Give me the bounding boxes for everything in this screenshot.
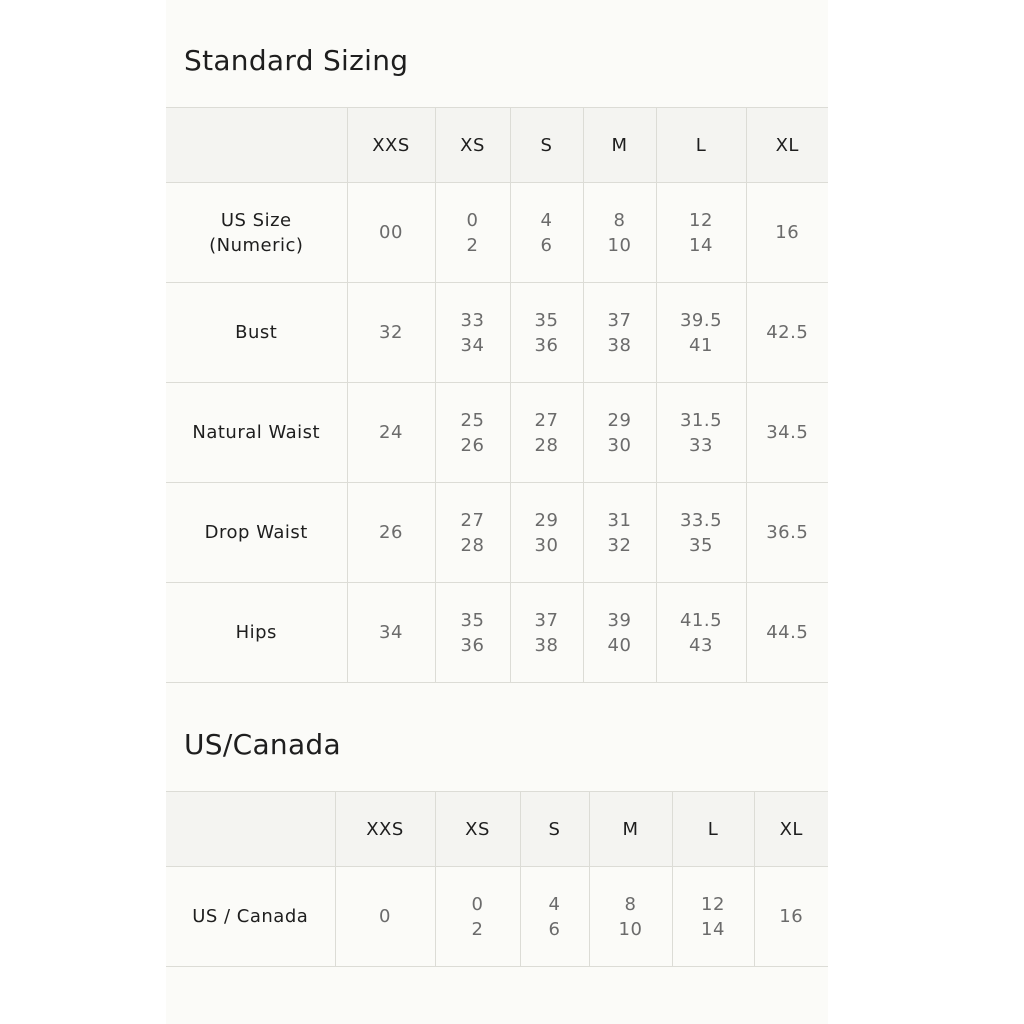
- row-label-cell: [166, 583, 347, 683]
- row-label: Hips: [235, 622, 277, 643]
- table-row: [166, 867, 828, 967]
- cell-value-line: 4: [540, 209, 553, 231]
- row-label-cell: [166, 383, 347, 483]
- column-header-xxs: XXS: [335, 792, 435, 867]
- cell-value-line: 2: [466, 234, 479, 256]
- cell-value-line: 8: [624, 893, 637, 915]
- cell-value-line: 16: [779, 906, 804, 927]
- table-row: [166, 583, 828, 683]
- row-label-cell: [166, 183, 347, 283]
- table-cell: [435, 383, 510, 483]
- cell-value-line: 41: [689, 334, 713, 356]
- cell-value: [511, 608, 583, 658]
- table-cell: [754, 867, 828, 967]
- cell-value-line: 25: [460, 409, 485, 431]
- table-cell: [583, 183, 656, 283]
- cell-value: [511, 408, 583, 458]
- cell-value: [348, 620, 435, 645]
- column-header-l: L: [656, 108, 746, 183]
- cell-value-line: 44.5: [766, 622, 809, 643]
- cell-value-line: 12: [689, 209, 713, 231]
- table-cell: [746, 183, 828, 283]
- cell-value-line: 32: [379, 322, 403, 343]
- cell-value: [747, 320, 829, 345]
- cell-value: [436, 408, 510, 458]
- cell-value: [521, 892, 589, 942]
- cell-value: [584, 608, 656, 658]
- cell-value-line: 37: [607, 309, 632, 331]
- table-cell: [583, 583, 656, 683]
- column-header-s: S: [510, 108, 583, 183]
- cell-value-line: 10: [618, 918, 643, 940]
- cell-value-line: 29: [534, 509, 559, 531]
- table-cell: [746, 483, 828, 583]
- table-cell: [583, 483, 656, 583]
- cell-value: [747, 520, 829, 545]
- cell-value-line: 2: [471, 918, 484, 940]
- cell-value-line: 0: [466, 209, 479, 231]
- us-canada-table: [166, 791, 828, 967]
- table-cell: [347, 183, 435, 283]
- row-label: US Size (Numeric): [209, 209, 304, 256]
- cell-value-line: 8: [613, 209, 626, 231]
- row-label-cell: [166, 867, 335, 967]
- cell-value-line: 39.5: [679, 309, 723, 331]
- cell-value-line: 0: [379, 906, 391, 927]
- cell-value: [584, 308, 656, 358]
- cell-value: [436, 508, 510, 558]
- table-header-row: [166, 792, 828, 867]
- table-cell: [435, 583, 510, 683]
- table-cell: [656, 283, 746, 383]
- table-cell: [589, 867, 672, 967]
- cell-value-line: 35: [689, 534, 713, 556]
- cell-value: [584, 208, 656, 258]
- cell-value: [511, 208, 583, 258]
- cell-value: [673, 892, 754, 942]
- column-header-l: L: [672, 792, 754, 867]
- table-cell: [435, 283, 510, 383]
- table-cell: [672, 867, 754, 967]
- table-row: [166, 383, 828, 483]
- cell-value-line: 37: [534, 609, 559, 631]
- row-label: Bust: [235, 322, 278, 343]
- cell-value-line: 27: [460, 509, 485, 531]
- table-row: [166, 183, 828, 283]
- cell-value-line: 41.5: [679, 609, 723, 631]
- cell-value-line: 27: [534, 409, 559, 431]
- cell-value-line: 32: [607, 534, 632, 556]
- cell-value-line: 38: [607, 334, 632, 356]
- cell-value: [348, 420, 435, 445]
- cell-value: [590, 892, 672, 942]
- cell-value: [336, 904, 435, 929]
- table-cell: [347, 583, 435, 683]
- cell-value: [348, 220, 435, 245]
- cell-value-line: 43: [689, 634, 713, 656]
- section-title-us-canada: US/Canada: [184, 728, 341, 761]
- cell-value-line: 42.5: [766, 322, 809, 343]
- section-title-standard-sizing: Standard Sizing: [184, 44, 409, 77]
- column-header-m: M: [583, 108, 656, 183]
- table-cell: [746, 283, 828, 383]
- cell-value: [436, 208, 510, 258]
- cell-value-line: 10: [607, 234, 632, 256]
- cell-value-line: 31: [607, 509, 632, 531]
- table-cell: [520, 867, 589, 967]
- column-header-xl: XL: [754, 792, 828, 867]
- table-cell: [656, 583, 746, 683]
- table-cell: [347, 283, 435, 383]
- cell-value: [436, 608, 510, 658]
- cell-value-line: 34: [379, 622, 403, 643]
- cell-value: [657, 508, 746, 558]
- cell-value-line: 33.5: [679, 509, 723, 531]
- table-cell: [347, 383, 435, 483]
- cell-value: [436, 308, 510, 358]
- row-label-cell: [166, 283, 347, 383]
- table-cell: [335, 867, 435, 967]
- cell-value-line: 38: [534, 634, 559, 656]
- cell-value-line: 35: [460, 609, 485, 631]
- cell-value-line: 36.5: [766, 522, 809, 543]
- cell-value-line: 30: [607, 434, 632, 456]
- column-header-s: S: [520, 792, 589, 867]
- table-cell: [435, 183, 510, 283]
- cell-value-line: 6: [548, 918, 561, 940]
- cell-value-line: 33: [689, 434, 713, 456]
- row-label: Drop Waist: [204, 522, 308, 543]
- row-label-cell: [166, 483, 347, 583]
- cell-value-line: 31.5: [679, 409, 723, 431]
- cell-value-line: 0: [471, 893, 484, 915]
- column-header-xl: XL: [746, 108, 828, 183]
- cell-value-line: 24: [379, 422, 403, 443]
- table-cell: [510, 283, 583, 383]
- standard-sizing-table: [166, 107, 828, 683]
- column-header-xs: XS: [435, 108, 510, 183]
- header-corner-cell: [166, 108, 347, 183]
- cell-value-line: 16: [775, 222, 800, 243]
- cell-value: [657, 308, 746, 358]
- cell-value: [348, 520, 435, 545]
- cell-value-line: 28: [534, 434, 559, 456]
- cell-value: [657, 208, 746, 258]
- row-label: Natural Waist: [192, 422, 321, 443]
- cell-value-line: 39: [607, 609, 632, 631]
- table-cell: [746, 583, 828, 683]
- cell-value: [584, 508, 656, 558]
- row-label: US / Canada: [192, 906, 309, 927]
- cell-value: [747, 220, 829, 245]
- cell-value-line: 35: [534, 309, 559, 331]
- cell-value: [436, 892, 520, 942]
- table-cell: [435, 867, 520, 967]
- cell-value-line: 30: [534, 534, 559, 556]
- cell-value-line: 12: [701, 893, 725, 915]
- cell-value: [747, 420, 829, 445]
- table-row: [166, 283, 828, 383]
- cell-value-line: 00: [379, 222, 403, 243]
- table-cell: [656, 383, 746, 483]
- table-cell: [347, 483, 435, 583]
- cell-value-line: 6: [540, 234, 553, 256]
- cell-value-line: 29: [607, 409, 632, 431]
- table-cell: [746, 383, 828, 483]
- table-cell: [656, 183, 746, 283]
- cell-value: [747, 620, 829, 645]
- table-body: [166, 867, 828, 967]
- cell-value-line: 33: [460, 309, 485, 331]
- table-cell: [510, 483, 583, 583]
- header-corner-cell: [166, 792, 335, 867]
- cell-value-line: 40: [607, 634, 632, 656]
- table-cell: [656, 483, 746, 583]
- column-header-xxs: XXS: [347, 108, 435, 183]
- cell-value: [657, 408, 746, 458]
- cell-value-line: 14: [701, 918, 725, 940]
- cell-value-line: 36: [534, 334, 559, 356]
- table-row: [166, 483, 828, 583]
- cell-value: [657, 608, 746, 658]
- table-body: [166, 183, 828, 683]
- cell-value-line: 34: [460, 334, 485, 356]
- cell-value-line: 26: [460, 434, 485, 456]
- column-header-xs: XS: [435, 792, 520, 867]
- size-chart-panel: [166, 0, 828, 1024]
- table-cell: [510, 183, 583, 283]
- column-header-m: M: [589, 792, 672, 867]
- cell-value: [584, 408, 656, 458]
- table-header-row: [166, 108, 828, 183]
- cell-value-line: 4: [548, 893, 561, 915]
- cell-value-line: 28: [460, 534, 485, 556]
- table-cell: [510, 583, 583, 683]
- cell-value-line: 34.5: [766, 422, 809, 443]
- cell-value: [755, 904, 829, 929]
- table-cell: [583, 283, 656, 383]
- cell-value-line: 14: [689, 234, 713, 256]
- cell-value: [348, 320, 435, 345]
- table-cell: [435, 483, 510, 583]
- table-cell: [510, 383, 583, 483]
- cell-value-line: 36: [460, 634, 485, 656]
- cell-value: [511, 508, 583, 558]
- cell-value-line: 26: [379, 522, 403, 543]
- table-cell: [583, 383, 656, 483]
- cell-value: [511, 308, 583, 358]
